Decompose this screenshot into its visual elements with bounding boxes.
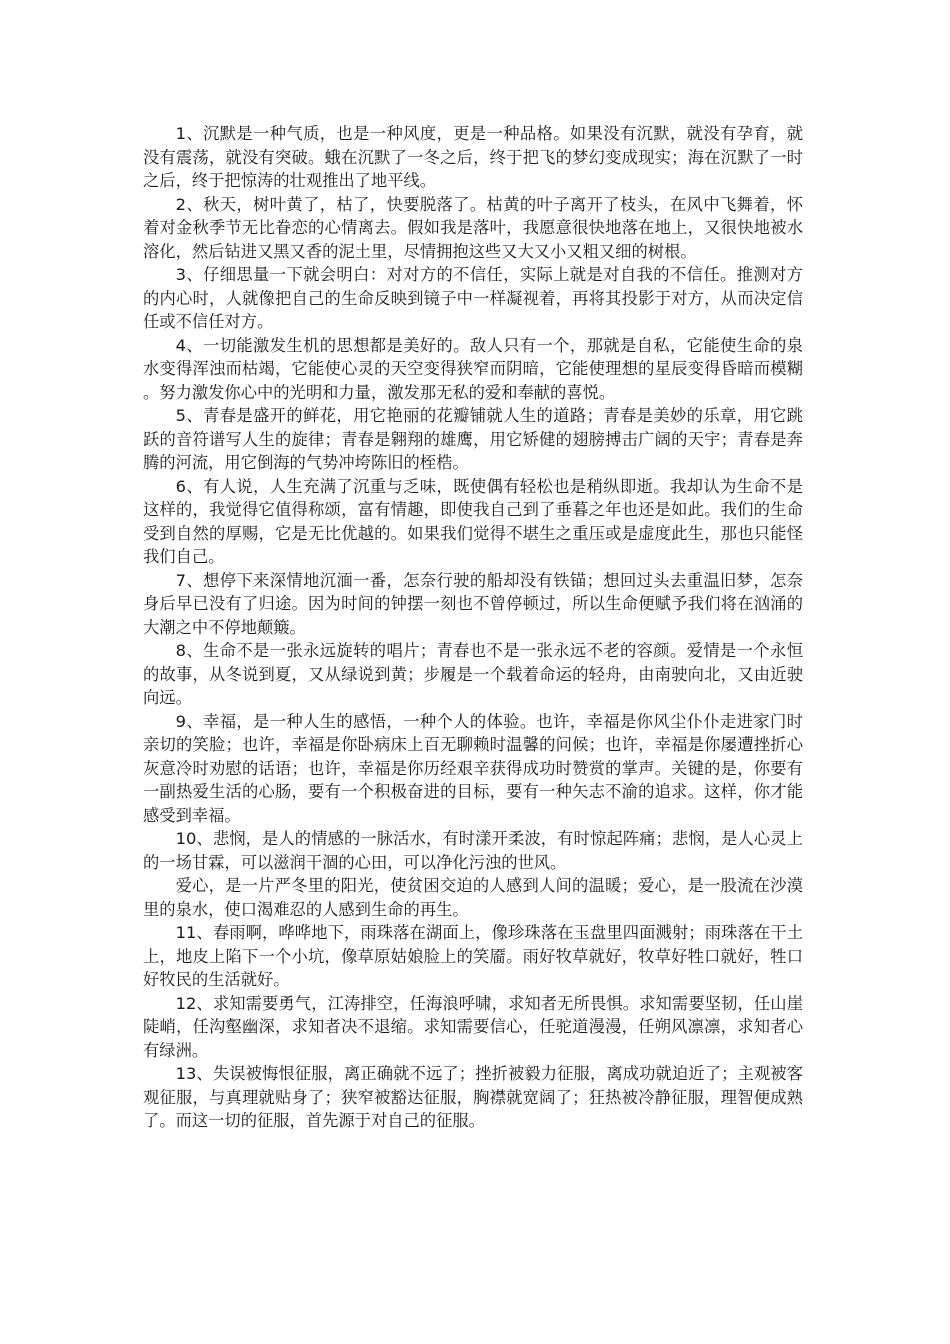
paragraph-6: 6、有人说，人生充满了沉重与乏味，既使偶有轻松也是稍纵即逝。我却认为生命不是这样的，我觉得它值得称颂，富有情趣，即使我自己到了垂暮之年也还是如此。我们的生命受到自然的厚赐，它是无比优越的。如果我们觉得不堪生之重压或是虚度此生，那也只能怪我们自己。 xyxy=(143,476,803,566)
paragraph-13: 13、失误被悔恨征服，离正确就不远了；挫折被毅力征服，离成功就迫近了；主观被客观征服，与真理就贴身了；狭窄被豁达征服，胸襟就宽阔了；狂热被冷静征服，理智便成熟了。而这一切的征服，首先源于对自己的征服。 xyxy=(143,1064,803,1130)
paragraph-3: 3、仔细思量一下就会明白：对对方的不信任，实际上就是对自我的不信任。推测对方的内心时，人就像把自己的生命反映到镜子中一样凝视着，再将其投影于对方，从而决定信任或不信任对方。 xyxy=(143,265,803,331)
paragraph-12: 12、求知需要勇气，江涛排空，任海浪呼啸，求知者无所畏惧。求知需要坚韧，任山崖陡峭，任沟壑幽深，求知者决不退缩。求知需要信心，任驼道漫漫，任朔风凛凛，求知者心有绿洲。 xyxy=(143,993,803,1060)
paragraph-4: 4、一切能激发生机的思想都是美好的。敌人只有一个，那就是自私，它能使生命的泉水变得浑浊而枯竭，它能使心灵的天空变得狭窄而阴暗，它能使理想的星辰变得昏暗而模糊。努力激发你心中的光明和力量，激发那无私的爱和奉献的喜悦。 xyxy=(143,335,803,402)
paragraph-2: 2、秋天，树叶黄了，枯了，快要脱落了。枯黄的叶子离开了枝头，在风中飞舞着，怀着对金秋季节无比眷恋的心情离去。假如我是落叶，我愿意很快地落在地上，又很快地被水溶化，然后钻进又黑又香的泥土里，尽情拥抱这些又大又小又粗又细的树根。 xyxy=(143,194,803,261)
document-body xyxy=(143,122,803,1133)
paragraph-7: 7、想停下来深情地沉湎一番，怎奈行驶的船却没有铁锚；想回过头去重温旧梦，怎奈身后早已没有了归途。因为时间的钟摆一刻也不曾停顿过，所以生命便赋予我们将在汹涌的大潮之中不停地颠簸。 xyxy=(143,570,803,637)
paragraph-1: 1、沉默是一种气质，也是一种风度，更是一种品格。如果没有沉默，就没有孕育，就没有震荡，就没有突破。蛾在沉默了一冬之后，终于把飞的梦幻变成现实；海在沉默了一时之后，终于把惊涛的壮观推出了地平线。 xyxy=(143,124,803,190)
paragraph-10: 10、悲悯，是人的情感的一脉活水，有时漾开柔波，有时惊起阵痛；悲悯，是人心灵上的一场甘霖，可以滋润干涸的心田，可以净化污浊的世风。 xyxy=(143,829,803,872)
paragraph-9: 9、幸福，是一种人生的感悟，一种个人的体验。也许，幸福是你风尘仆仆走进家门时亲切的笑脸；也许，幸福是你卧病床上百无聊赖时温馨的问候；也许，幸福是你屡遭挫折心灰意冷时劝慰的话语；也许，幸福是你历经艰辛获得成功时赞赏的掌声。关键的是，你要有一副热爱生活的心肠，要有一个积极奋进的目标，要有一种矢志不渝的追求。这样，你才能感受到幸福。 xyxy=(143,711,803,825)
paragraph-8: 8、生命不是一张永远旋转的唱片；青春也不是一张永远不老的容颜。爱情是一个永恒的故事，从冬说到夏，又从绿说到黄；步履是一个载着命运的轻舟，由南驶向北，又由近驶向远。 xyxy=(143,641,803,707)
paragraph-11: 11、春雨啊，哗哗地下，雨珠落在湖面上，像珍珠落在玉盘里四面溅射；雨珠落在干土上，地皮上陷下一个小坑，像草原姑娘脸上的笑靥。雨好牧草就好，牧草好牲口就好，牲口好牧民的生活就好。 xyxy=(143,923,803,989)
paragraph-5: 5、青春是盛开的鲜花，用它艳丽的花瓣铺就人生的道路；青春是美妙的乐章，用它跳跃的音符谱写人生的旋律；青春是翱翔的雄鹰，用它矫健的翅膀搏击广阔的天宇；青春是奔腾的河流，用它倒海的气势冲垮陈旧的桎梏。 xyxy=(143,406,803,472)
paragraph-love: 爱心，是一片严冬里的阳光，使贫困交迫的人感到人间的温暖；爱心，是一股流在沙漠里的泉水，使口渴难忍的人感到生命的再生。 xyxy=(143,876,803,919)
